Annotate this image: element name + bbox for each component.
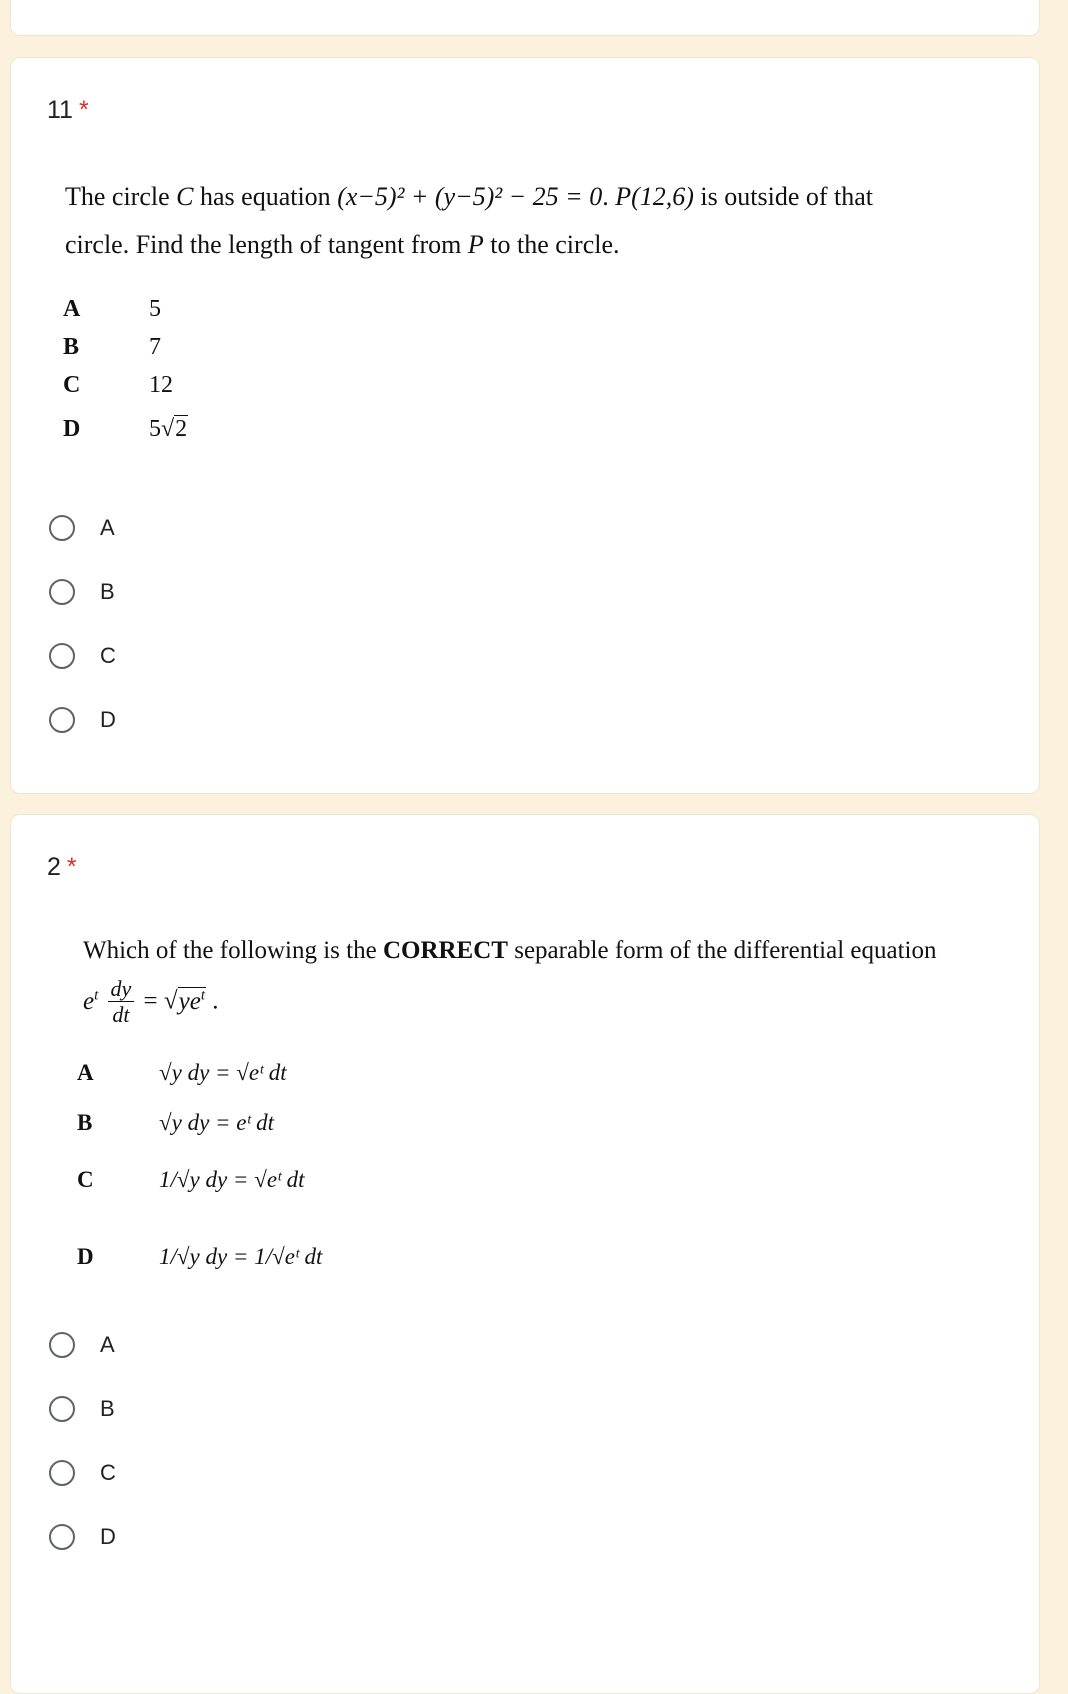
point-p: P(12,6) <box>615 182 694 211</box>
question-card-11 <box>10 57 1040 794</box>
radio-option-c[interactable]: C <box>49 636 249 676</box>
radio-option-b[interactable]: B <box>49 1389 249 1429</box>
question-card-2 <box>10 814 1040 1694</box>
radio-option-d[interactable]: D <box>49 700 249 740</box>
radio-circle[interactable] <box>49 1332 75 1358</box>
radio-circle[interactable] <box>49 1396 75 1422</box>
previous-question-card <box>10 0 1040 36</box>
question-number: 2 * <box>47 853 77 881</box>
radio-option-a[interactable]: A <box>49 1325 249 1365</box>
differential-equation: $e^t$ $\frac{dy}{dt}$ = $√ye^t$ . <box>83 976 219 1028</box>
radio-option-a[interactable]: A <box>49 508 249 548</box>
answer-options-table: A 5 B 7 C 12 D 5√2 <box>63 296 188 442</box>
radio-option-b[interactable]: B <box>49 572 249 612</box>
radio-option-c[interactable]: C <box>49 1453 249 1493</box>
radio-circle[interactable] <box>49 515 75 541</box>
required-asterisk: * <box>66 853 77 881</box>
radio-circle[interactable] <box>49 643 75 669</box>
question-prompt: The circle C has equation (x−5)² + (y−5)² − 25 = 0. P(12,6) is outside of that circle. Find the length of tangent from P to the circle. <box>65 182 874 259</box>
question-prompt: Which of the following is the CORRECT separable form of the differential equation $e^t$ $\frac{dy}{dt}$ = $√ye^t$ . <box>83 927 1033 1029</box>
radio-circle[interactable] <box>49 1524 75 1550</box>
circle-equation: (x−5)² + (y−5)² − 25 = 0 <box>337 182 603 211</box>
radio-circle[interactable] <box>49 1460 75 1486</box>
radio-circle[interactable] <box>49 579 75 605</box>
radio-option-d[interactable]: D <box>49 1517 249 1557</box>
answer-options-table: A √y dy = √eᵗ dt B √y dy = eᵗ dt C 1/√y dy = √eᵗ dt D 1/√y dy = 1/√eᵗ dt <box>77 1060 323 1269</box>
radio-circle[interactable] <box>49 707 75 733</box>
required-asterisk: * <box>78 96 89 124</box>
question-number: 11 * <box>47 96 89 124</box>
